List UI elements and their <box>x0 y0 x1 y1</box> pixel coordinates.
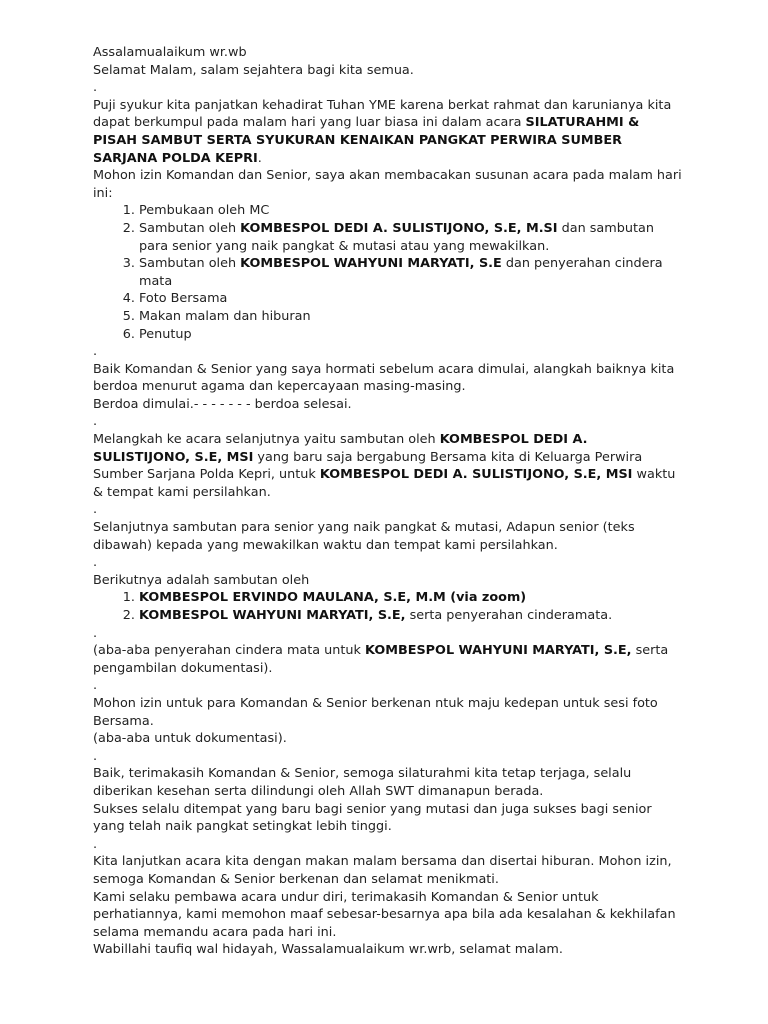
agenda-item-text: Makan malam dan hiburan <box>139 308 311 324</box>
separator: . <box>93 836 98 852</box>
speaker-name: KOMBESPOL DEDI A. SULISTIJONO, S.E, MSI <box>93 432 588 465</box>
agenda-item <box>139 290 683 308</box>
speech-item <box>139 607 683 625</box>
separator: . <box>93 748 98 764</box>
greeting: Assalamualaikum wr.wb <box>93 45 247 60</box>
agenda-item-text: Foto Bersama <box>139 291 228 307</box>
agenda-list <box>93 202 683 343</box>
agenda-item-text: dan sambutan para senior yang naik pangkat & mutasi atau yang mewakilkan. <box>139 220 654 254</box>
separator: . <box>93 625 98 641</box>
prayer-line: Berdoa dimulai.- - - - - - - berdoa selesai. <box>93 396 352 412</box>
agenda-intro: Mohon izin Komandan dan Senior, saya akan membacakan susunan acara pada malam hari ini: <box>93 168 682 201</box>
agenda-item <box>139 326 683 344</box>
speeches-intro: Berikutnya adalah sambutan oleh <box>93 572 310 588</box>
success-paragraph: Sukses selalu ditempat yang baru bagi senior yang mutasi dan juga sukses bagi senior yang telah naik pangkat setingkat lebih tinggi. <box>93 801 652 835</box>
agenda-item-text: Pembukaan oleh MC <box>139 203 270 219</box>
farewell-paragraph: Kami selaku pembawa acara undur diri, terimakasih Komandan & Senior untuk perhatiannya, kami memohon maaf sebesar-besarnya apa bila ada kesalahan & kekhilafan selama memandu acara pada hari ini. <box>93 889 676 940</box>
next-speech-paragraph <box>93 431 683 501</box>
separator: . <box>93 80 98 96</box>
agenda-item-text: dan penyerahan cindera mata <box>139 256 663 289</box>
photo-paragraph: Mohon izin untuk para Komandan & Senior berkenan ntuk maju kedepan untuk sesi foto Bersama. <box>93 695 658 729</box>
agenda-item-name: KOMBESPOL DEDI A. SULISTIJONO, S.E, M.SI <box>240 220 558 236</box>
speeches-list <box>93 589 683 624</box>
prayer-paragraph: Baik Komandan & Senior yang saya hormati sebelum acara dimulai, alangkah baiknya kita berdoa menurut agama dan kepercayaan masing-masing. <box>93 361 675 395</box>
speaker-name: KOMBESPOL WAHYUNI MARYATI, S.E, <box>139 608 406 623</box>
agenda-item-name: KOMBESPOL WAHYUNI MARYATI, S.E <box>240 256 502 272</box>
separator: . <box>93 502 98 518</box>
document-page <box>93 44 683 959</box>
speaker-name: KOMBESPOL DEDI A. SULISTIJONO, S.E, MSI <box>319 467 633 483</box>
gratitude-end: . <box>257 150 262 166</box>
photo-cue: (aba-aba untuk dokumentasi). <box>93 731 287 747</box>
gift-paragraph <box>93 642 683 677</box>
dinner-paragraph: Kita lanjutkan acara kita dengan makan malam bersama dan disertai hiburan. Mohon izin, semoga Komandan & Senior berkenan dan selamat menikmati. <box>93 854 672 887</box>
paragraph-text: waktu & tempat kami persilahkan. <box>93 467 676 500</box>
paragraph-text: serta pengambilan dokumentasi). <box>93 643 669 676</box>
separator: . <box>93 344 98 360</box>
event-title: SILATURAHMI & PISAH SAMBUT SERTA SYUKURAN KENAIKAN PANGKAT PERWIRA SUMBER SARJANA POLDA KEPRI <box>93 115 640 166</box>
opening-line: Selamat Malam, salam sejahtera bagi kita semua. <box>93 62 414 78</box>
agenda-item <box>139 202 683 220</box>
thanks-paragraph: Baik, terimakasih Komandan & Senior, semoga silaturahmi kita tetap terjaga, selalu diberikan kesehan serta dilindungi oleh Allah SWT dimanapun berada. <box>93 766 632 799</box>
gratitude-text: Puji syukur kita panjatkan kehadirat Tuhan YME karena berkat rahmat dan karunianya kita dapat berkumpul pada malam hari yang luar biasa ini dalam acara <box>93 97 672 131</box>
paragraph-text: Melangkah ke acara selanjutnya yaitu sambutan oleh <box>93 432 440 448</box>
closing-salutation: Wabillahi taufiq wal hidayah, Wassalamualaikum wr.wrb, selamat malam. <box>93 942 563 958</box>
speech-item-text: serta penyerahan cinderamata. <box>405 608 613 623</box>
gratitude-paragraph <box>93 97 683 167</box>
separator: . <box>93 678 98 694</box>
agenda-item-text: Sambutan oleh <box>139 220 241 236</box>
speaker-name: KOMBESPOL WAHYUNI MARYATI, S.E, <box>365 643 632 659</box>
paragraph-text: yang baru saja bergabung Bersama kita di Keluarga Perwira Sumber Sarjana Polda Kepri, untuk <box>93 449 643 483</box>
agenda-item-text: Sambutan oleh <box>139 256 241 272</box>
seniors-paragraph: Selanjutnya sambutan para senior yang naik pangkat & mutasi, Adapun senior (teks dibawah) kepada yang mewakilkan waktu dan tempat kami persilahkan. <box>93 520 635 553</box>
paragraph-text: (aba-aba penyerahan cindera mata untuk <box>93 643 366 659</box>
speaker-name: KOMBESPOL ERVINDO MAULANA, S.E, M.M (via zoom) <box>139 590 527 606</box>
agenda-item-text: Penutup <box>139 326 192 342</box>
separator: . <box>93 555 98 571</box>
agenda-item <box>139 255 683 290</box>
separator: . <box>93 414 98 430</box>
agenda-item <box>139 220 683 255</box>
agenda-item <box>139 308 683 326</box>
speech-item <box>139 589 683 607</box>
